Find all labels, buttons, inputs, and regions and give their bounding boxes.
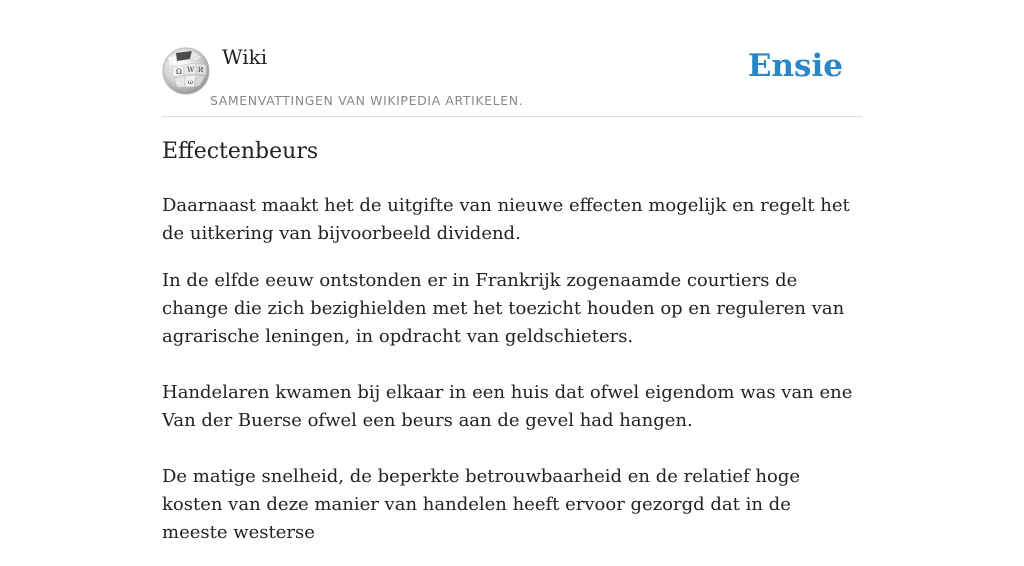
page-container [162, 0, 862, 543]
svg-text:ω: ω [188, 79, 193, 86]
svg-text:W: W [187, 66, 195, 74]
site-header [162, 0, 862, 117]
page-title: Effectenbeurs [162, 139, 319, 164]
site-tagline: SAMENVATTINGEN VAN WIKIPEDIA ARTIKELEN. [210, 93, 524, 108]
brand-logo-link[interactable]: Ensie [747, 48, 843, 84]
article-paragraph: In de elfde eeuw ontstonden er in Frankrijk zogenaamde courtiers de change die zich bezighielden met het toezicht houden op en reguleren van agrarische leningen, in opdracht van geldschieters. [162, 270, 845, 347]
article-paragraph: De matige snelheid, de beperkte betrouwbaarheid en de relatief hoge kosten van deze manier van handelen heeft ervoor gezorgd dat in de meeste westerse [162, 466, 800, 543]
article-paragraph: Handelaren kwamen bij elkaar in een huis dat ofwel eigendom was van ene Van der Buerse ofwel een beurs aan de gevel had hangen. [162, 382, 853, 431]
svg-text:Ω: Ω [176, 68, 182, 76]
article-paragraph: Daarnaast maakt het de uitgifte van nieuwe effecten mogelijk en regelt het de uitkering van bijvoorbeeld dividend. [162, 195, 850, 244]
article-body [162, 192, 862, 566]
wikipedia-globe-icon[interactable] [162, 47, 210, 95]
site-name[interactable]: Wiki [222, 45, 268, 69]
svg-text:И: И [198, 67, 204, 74]
